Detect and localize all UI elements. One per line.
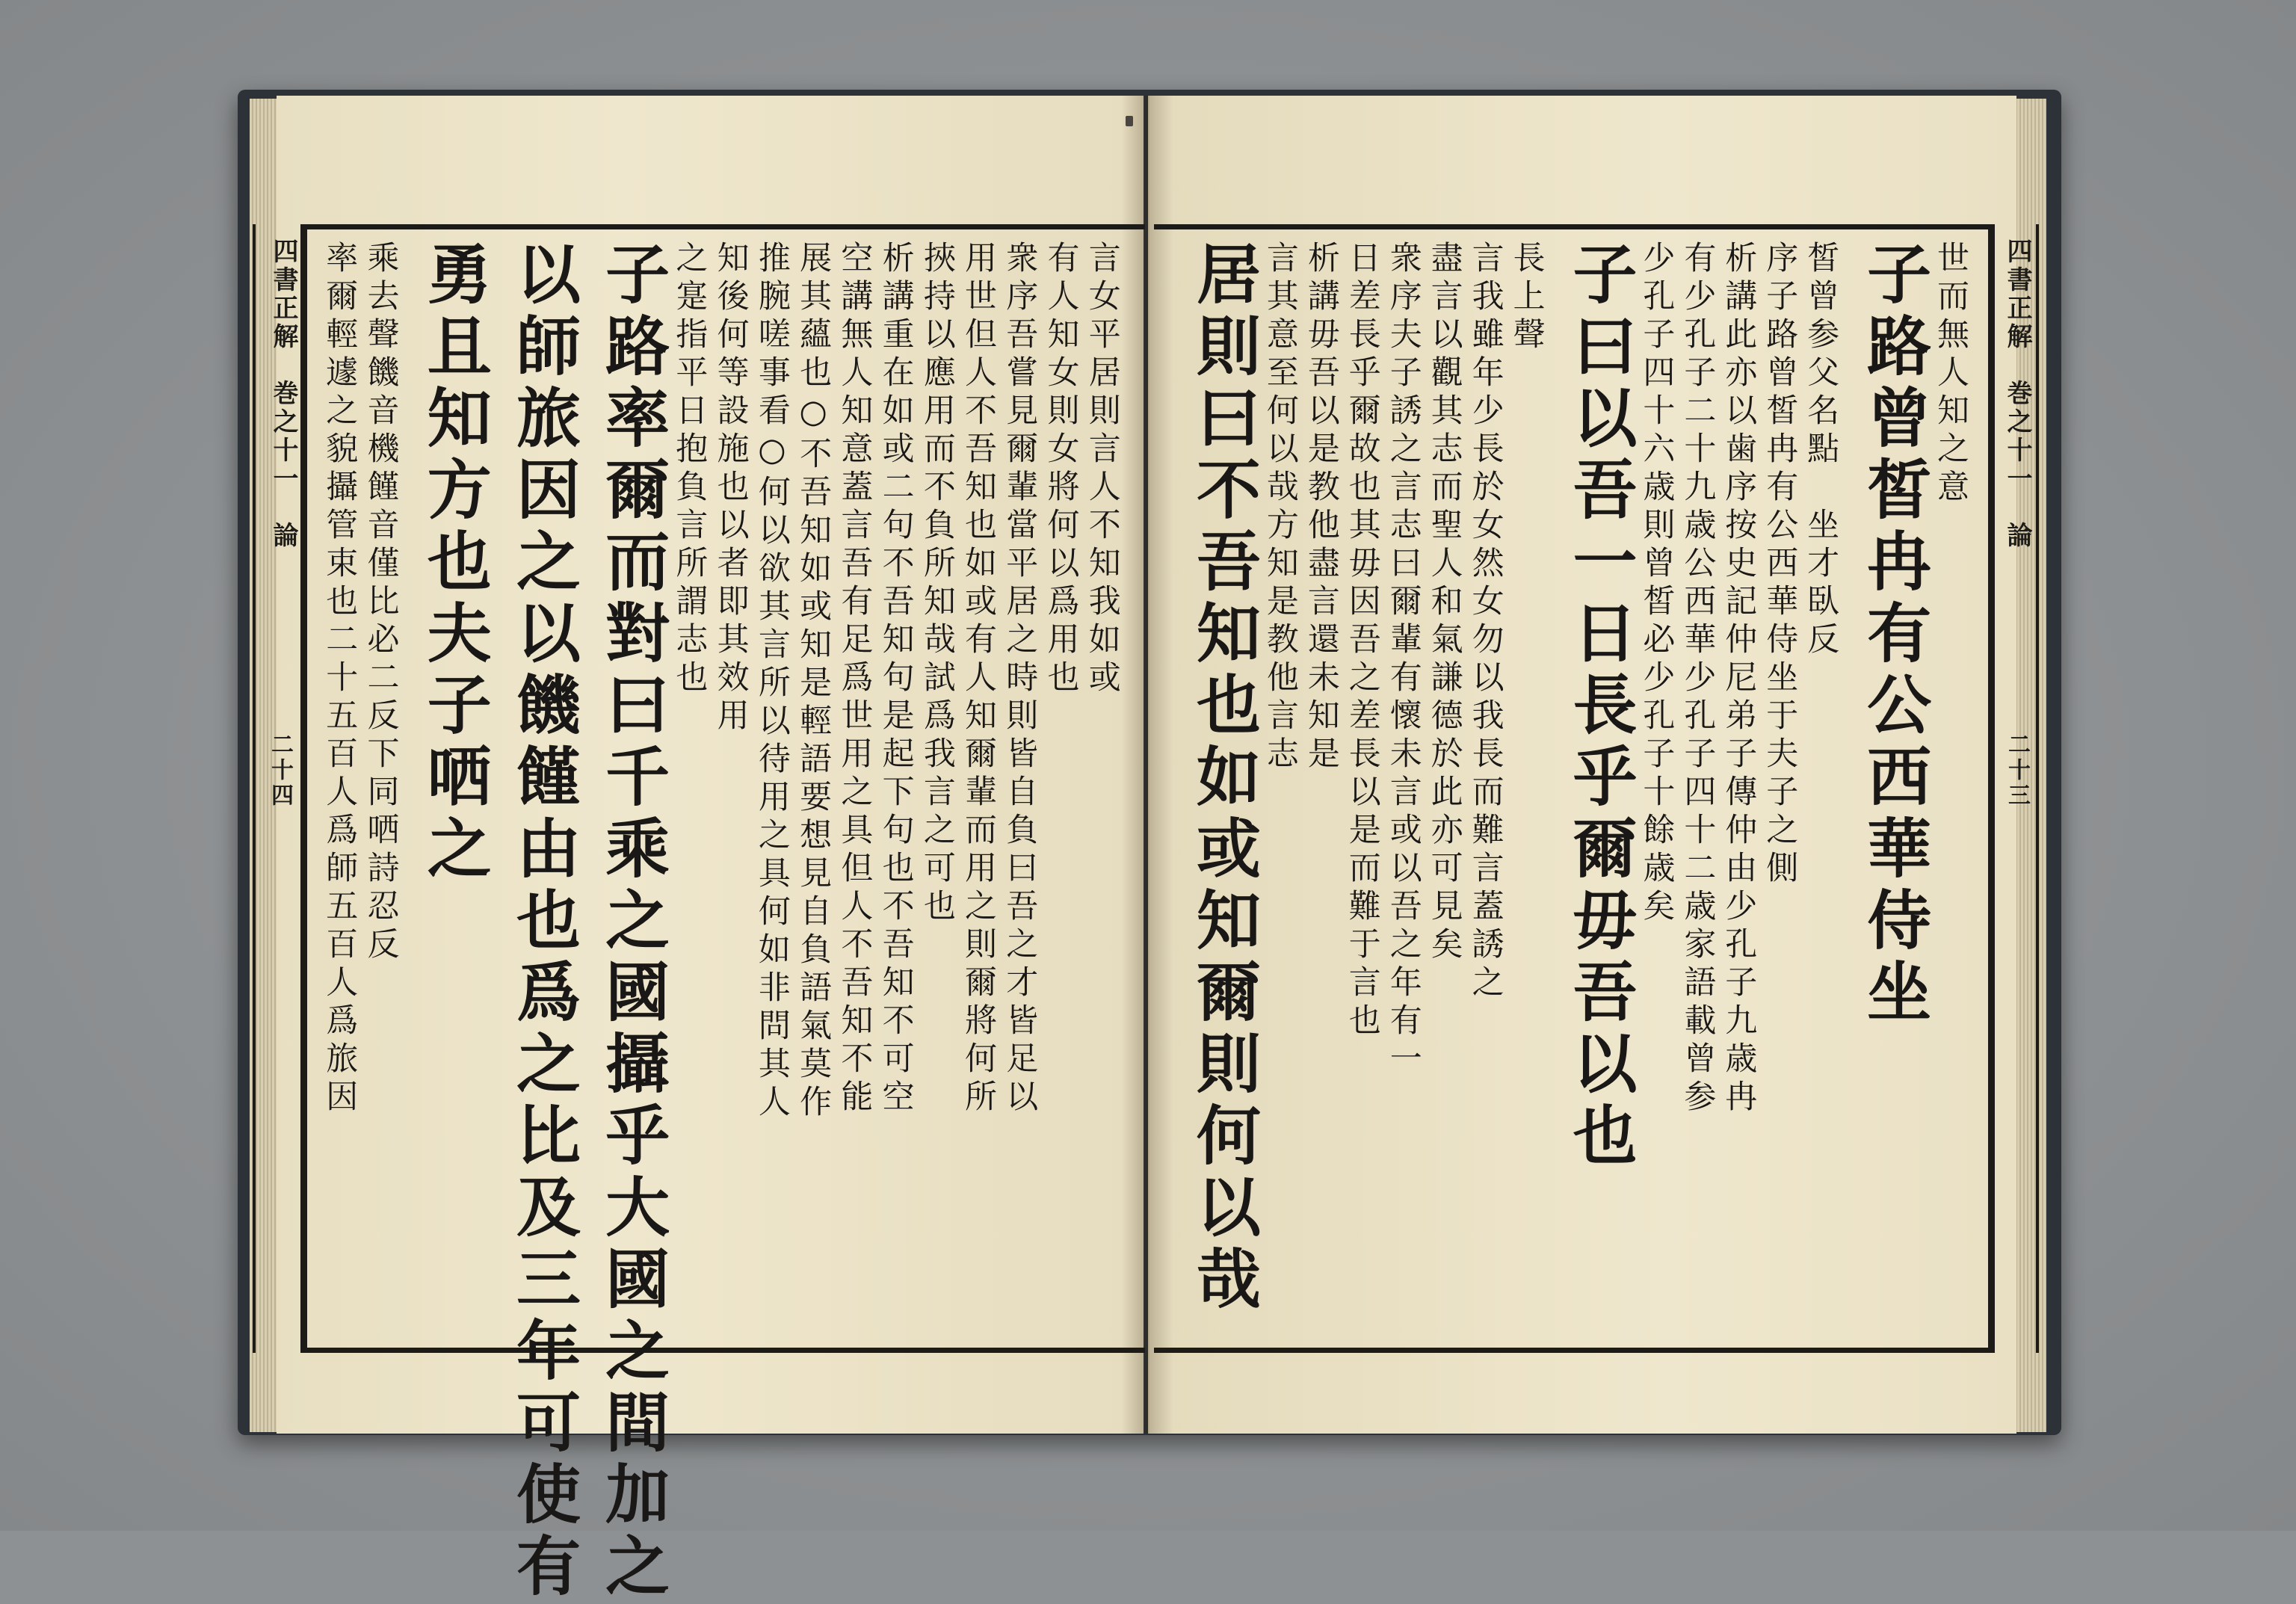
- commentary-text-column: 展其蘊也○不吾知如或知是輕語要想見自負語氣莫作: [794, 241, 833, 1123]
- commentary-text-column: 析講重在如或二句不吾知句是起下句也不吾知不可空: [877, 241, 915, 1117]
- left-folio: 二十四: [267, 732, 293, 809]
- commentary-text-column: 言我雖年少長於女然女勿以我長而難言蓋誘之: [1466, 241, 1505, 1003]
- commentary-text-column: 挾持以應用而不負所知哉試爲我言之可也: [918, 241, 956, 927]
- commentary-text-column: 有少孔子二十九歳公西華少孔子四十二歳家語載曾参: [1679, 241, 1717, 1117]
- commentary-text-column: 乘去聲饑音機饉音僅比必二反下同哂詩忍反: [362, 241, 400, 965]
- binding-mark: [1126, 116, 1133, 126]
- right-margin-title: [1990, 224, 2039, 1353]
- commentary-text-column: 言其意至何以哉方知是教他言志: [1261, 241, 1299, 774]
- commentary-text-column: 日差長乎爾故也其毋因吾之差長以是而難于言也: [1343, 241, 1381, 1041]
- left-margin-title: [253, 224, 305, 1353]
- commentary-text-column: 推腕嗟事看○何以欲其言所以待用之具何如非問其人: [753, 241, 791, 1123]
- commentary-text-column: 序子路曾皙冉有公西華侍坐于夫子之側: [1761, 241, 1799, 889]
- commentary-text-column: 析講毋吾以是教他盡言還未知是: [1302, 241, 1340, 774]
- commentary-text-column: 知後何等設施也以者即其效用: [712, 241, 750, 736]
- commentary-text-column: 有人知女則女將何以爲用也: [1042, 241, 1080, 698]
- commentary-text-column: 空講無人知意蓋言吾有足爲世用之具但人不吾知不能: [836, 241, 874, 1117]
- commentary-text-column: 盡言以觀其志而聖人和氣謙德於此亦可見矣: [1425, 241, 1463, 965]
- main-text-column: 居則曰不吾知也如或知爾則何以哉: [1185, 241, 1261, 1317]
- commentary-text-column: 少孔子四十六歳則曾皙必少孔子十餘歳矣: [1638, 241, 1676, 927]
- commentary-text-column: 之寔指平日抱負言所謂志也: [670, 241, 709, 698]
- commentary-text-column: 衆序夫子誘之言志曰爾輩有懷未言或以吾之年有一: [1384, 241, 1422, 1079]
- commentary-text-column: 長上聲: [1507, 241, 1546, 355]
- commentary-text-column: 言女平居則言人不知我如或: [1083, 241, 1121, 698]
- commentary-text-column: 衆序吾嘗見爾輩當平居之時則皆自負曰吾之才皆足以: [1001, 241, 1039, 1117]
- commentary-text-column: 率爾輕遽之貌攝管束也二十五百人爲師五百人爲旅因: [321, 241, 359, 1117]
- main-text-column: 以師旅因之以饑饉由也爲之比及三年可使有: [504, 241, 581, 1604]
- commentary-text-column: 析講此亦以歯序按史記仲尼弟子傳仲由少孔子九歳冉: [1720, 241, 1758, 1117]
- right-margin-title-text: 四書正解 巻之十一 論: [2002, 238, 2032, 550]
- commentary-text-column: 世而無人知之意: [1932, 241, 1970, 508]
- commentary-text-column: 皙曾参父名點 坐才臥反: [1802, 241, 1840, 660]
- main-text-column: 子路曾皙冉有公西華侍坐: [1856, 241, 1932, 1030]
- main-text-column: 子曰以吾一日長乎爾毋吾以也: [1561, 241, 1638, 1173]
- commentary-text-column: 用世但人不吾知也如或有人知爾輩而用之則爾將何所: [960, 241, 998, 1117]
- main-text-column: 勇且知方也夫子哂之: [416, 241, 492, 886]
- left-margin-title-text: 四書正解 巻之十一 論: [268, 238, 298, 550]
- right-folio: 二十三: [2004, 732, 2030, 809]
- main-text-column: 子路率爾而對曰千乘之國攝乎大國之間加之: [594, 241, 670, 1604]
